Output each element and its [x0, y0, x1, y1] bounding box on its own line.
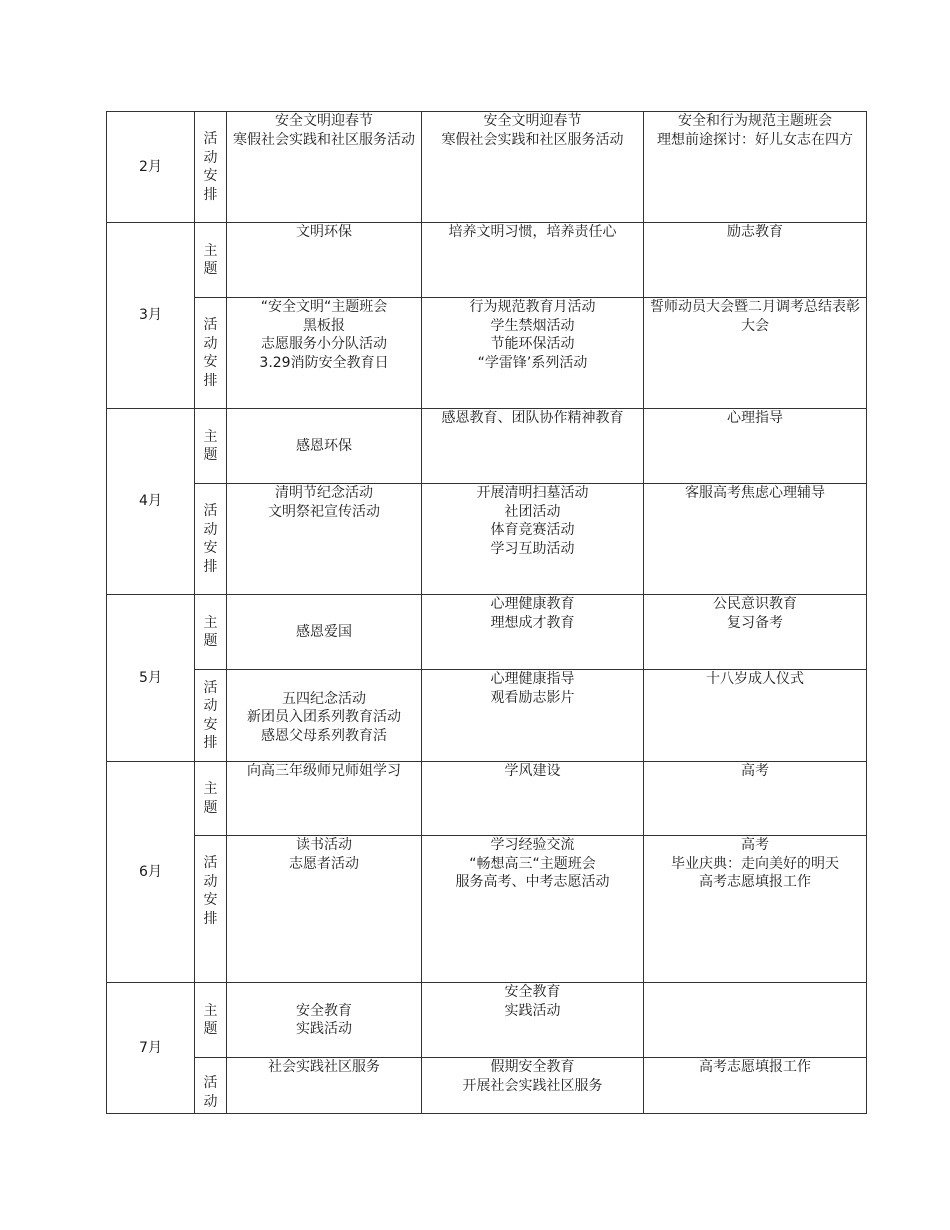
content-cell: 心理健康教育 理想成才教育	[422, 595, 644, 670]
table-row	[107, 112, 867, 223]
content-cell: 心理指导	[644, 409, 867, 484]
content-cell: 十八岁成人仪式	[644, 670, 867, 762]
content-cell: 高考 毕业庆典：走向美好的明天 高考志愿填报工作	[644, 836, 867, 983]
content-cell: 开展清明扫墓活动 社团活动 体育竞赛活动 学习互助活动	[422, 484, 644, 595]
row-label-theme: 主题	[195, 409, 227, 484]
content-cell: 学风建设	[422, 762, 644, 836]
content-cell: 培养文明习惯，培养责任心	[422, 223, 644, 298]
row-label-theme: 主题	[195, 983, 227, 1058]
table-row	[107, 595, 867, 670]
row-label-theme: 主题	[195, 223, 227, 298]
content-cell: 感恩爱国	[227, 595, 422, 670]
content-cell: 五四纪念活动 新团员入团系列教育活动 感恩父母系列教育活	[227, 670, 422, 762]
content-cell: 公民意识教育 复习备考	[644, 595, 867, 670]
row-label-activity: 活动安排	[195, 484, 227, 595]
month-cell: 3月	[107, 223, 195, 409]
content-cell: 文明环保	[227, 223, 422, 298]
table-row	[107, 223, 867, 298]
content-cell: 安全教育 实践活动	[227, 983, 422, 1058]
row-label-activity: 活动安排	[195, 836, 227, 983]
row-label-activity: 活动	[195, 1058, 227, 1114]
content-cell: 行为规范教育月活动 学生禁烟活动 节能环保活动 “学雷锋’系列活动	[422, 298, 644, 409]
row-label-theme: 主题	[195, 595, 227, 670]
content-cell: 社会实践社区服务	[227, 1058, 422, 1114]
table-row	[107, 484, 867, 595]
content-cell: 客服高考焦虑心理辅导	[644, 484, 867, 595]
month-cell: 5月	[107, 595, 195, 762]
content-cell: 学习经验交流 “畅想高三“主题班会 服务高考、中考志愿活动	[422, 836, 644, 983]
content-cell: 假期安全教育 开展社会实践社区服务	[422, 1058, 644, 1114]
month-cell: 6月	[107, 762, 195, 983]
monthly-activity-plan-table	[106, 111, 867, 1114]
row-label-activity: 活动安排	[195, 112, 227, 223]
row-label-activity: 活动安排	[195, 298, 227, 409]
content-cell: 安全和行为规范主题班会 理想前途探讨：好儿女志在四方	[644, 112, 867, 223]
table-row	[107, 409, 867, 484]
content-cell: 清明节纪念活动 文明祭祀宣传活动	[227, 484, 422, 595]
content-cell: 安全教育 实践活动	[422, 983, 644, 1058]
table-row	[107, 298, 867, 409]
content-cell: “安全文明“主题班会 黑板报 志愿服务小分队活动 3.29消防安全教育日	[227, 298, 422, 409]
content-cell: 高考志愿填报工作	[644, 1058, 867, 1114]
month-cell: 7月	[107, 983, 195, 1114]
content-cell: 感恩环保	[227, 409, 422, 484]
content-cell: 励志教育	[644, 223, 867, 298]
row-label-theme: 主题	[195, 762, 227, 836]
content-cell: 安全文明迎春节 寒假社会实践和社区服务活动	[422, 112, 644, 223]
content-cell: 安全文明迎春节 寒假社会实践和社区服务活动	[227, 112, 422, 223]
content-cell: 向高三年级师兄师姐学习	[227, 762, 422, 836]
table-row	[107, 1058, 867, 1114]
content-cell: 心理健康指导 观看励志影片	[422, 670, 644, 762]
content-cell: 读书活动 志愿者活动	[227, 836, 422, 983]
month-cell: 2月	[107, 112, 195, 223]
row-label-activity: 活动安排	[195, 670, 227, 762]
content-cell: 誓师动员大会暨二月调考总结表彰大会	[644, 298, 867, 409]
table-row	[107, 983, 867, 1058]
content-cell	[644, 983, 867, 1058]
content-cell: 高考	[644, 762, 867, 836]
month-cell: 4月	[107, 409, 195, 595]
table-row	[107, 670, 867, 762]
table-row	[107, 836, 867, 983]
content-cell: 感恩教育、团队协作精神教育	[422, 409, 644, 484]
table-row	[107, 762, 867, 836]
